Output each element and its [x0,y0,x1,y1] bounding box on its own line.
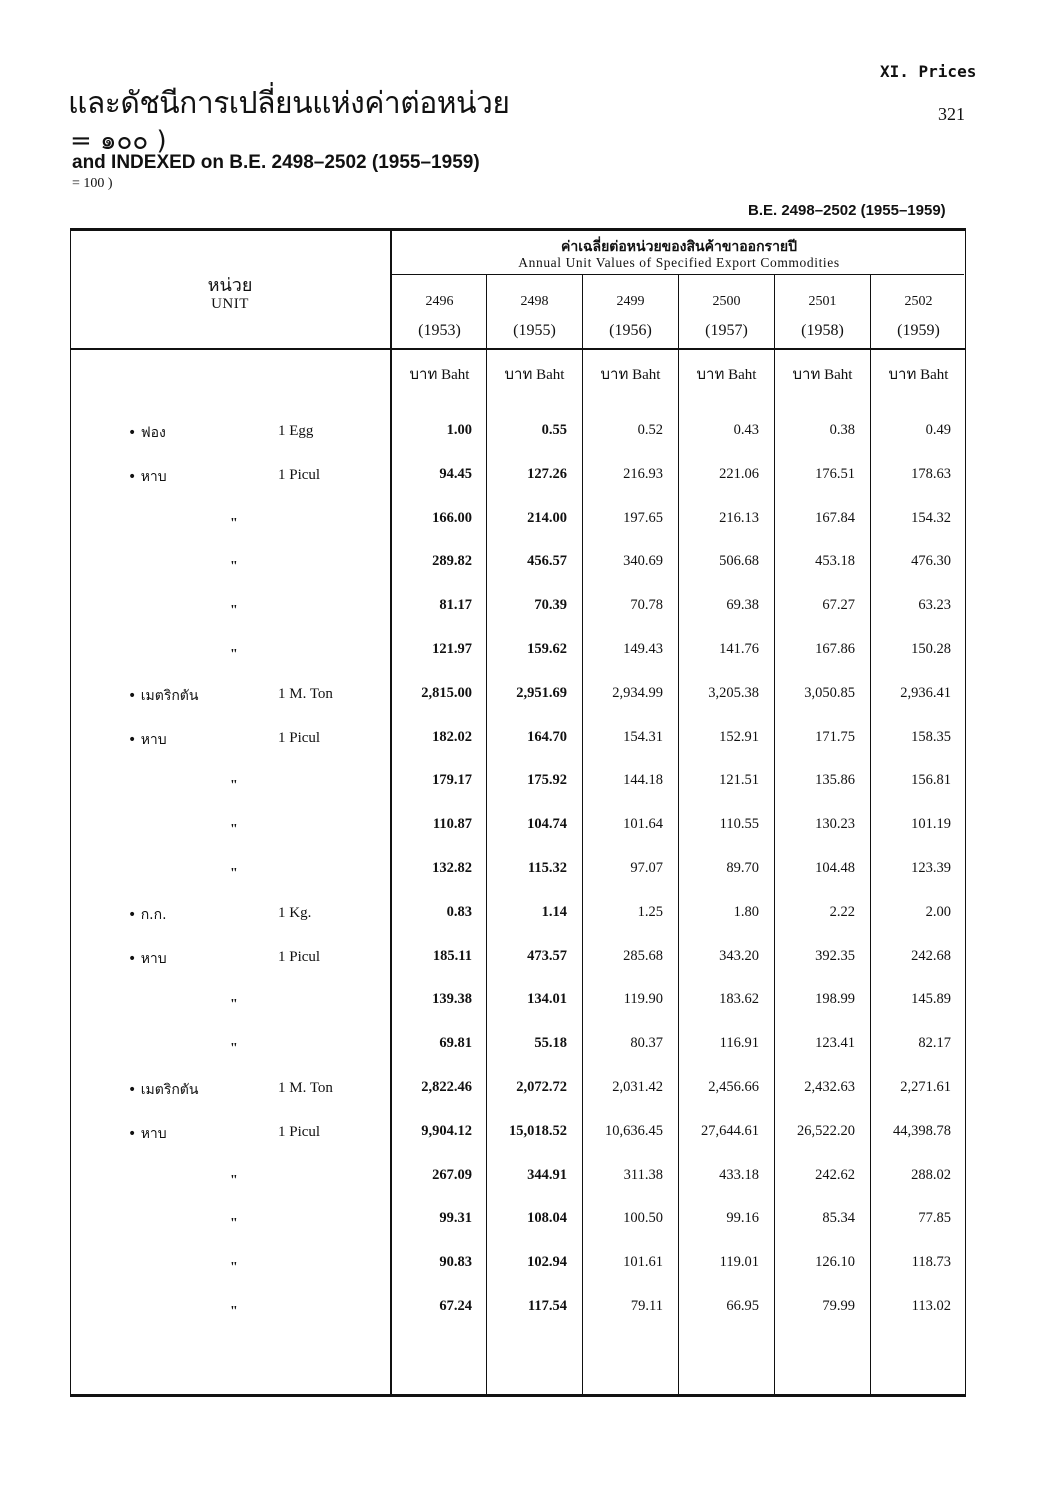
value-cell: 81.17 [439,597,472,613]
value-cell: 2,815.00 [421,685,472,701]
value-cell: 79.11 [630,1298,663,1314]
ditto-mark: " [230,1216,238,1231]
row-label: • เมตริกตัน [128,688,199,704]
unit-header-thai: หน่วย [207,275,253,296]
ditto-mark: " [230,778,238,793]
year-be-header: 2500 [712,294,741,309]
value-cell: 0.43 [733,422,759,438]
header-bottom-rule [70,348,966,350]
row-unit: 1 Picul [278,949,321,965]
value-cell: 2,031.42 [612,1079,663,1095]
currency-label: บาท Baht [696,367,757,383]
value-cell: 101.19 [911,816,951,832]
value-cell: 2,934.99 [612,685,663,701]
value-cell: 141.76 [719,641,759,657]
value-cell: 154.32 [911,510,951,526]
value-cell: 1.80 [733,904,759,920]
table-right-border [965,228,966,1396]
year-ce-header: (1955) [513,322,556,339]
value-cell: 121.51 [719,772,759,788]
value-cell: 167.86 [815,641,855,657]
value-cell: 123.41 [815,1035,855,1051]
value-cell: 63.23 [918,597,951,613]
value-cell: 0.38 [829,422,855,438]
value-cell: 117.54 [527,1298,567,1314]
value-cell: 26,522.20 [797,1123,855,1139]
group-header-english: Annual Unit Values of Specified Export Commodities [518,255,840,270]
value-cell: 171.75 [815,729,855,745]
year-be-header: 2496 [425,294,454,309]
column-divider [582,275,583,1396]
value-cell: 183.62 [719,991,759,1007]
value-cell: 2,936.41 [900,685,951,701]
value-cell: 94.45 [439,466,472,482]
value-cell: 242.68 [911,948,951,964]
ditto-mark: " [230,603,238,618]
unit-header-english: UNIT [211,296,249,312]
value-cell: 1.25 [637,904,663,920]
row-unit: 1 Picul [278,467,321,483]
value-cell: 101.61 [623,1254,663,1270]
value-cell: 198.99 [815,991,855,1007]
value-cell: 89.70 [726,860,759,876]
year-ce-header: (1958) [801,322,844,339]
value-cell: 185.11 [432,948,472,964]
year-be-header: 2499 [616,294,645,309]
value-cell: 10,636.45 [605,1123,663,1139]
value-cell: 2,951.69 [516,685,567,701]
value-cell: 178.63 [911,466,951,482]
year-ce-header: (1953) [418,322,461,339]
value-cell: 2,432.63 [804,1079,855,1095]
value-cell: 55.18 [534,1035,567,1051]
value-cell: 108.04 [527,1210,567,1226]
value-cell: 289.82 [432,553,472,569]
value-cell: 288.02 [911,1167,951,1183]
value-cell: 99.16 [726,1210,759,1226]
ditto-mark: " [230,1260,238,1275]
value-cell: 433.18 [719,1167,759,1183]
value-cell: 311.38 [623,1167,663,1183]
year-ce-header: (1956) [609,322,652,339]
value-cell: 134.01 [527,991,567,1007]
value-cell: 0.83 [446,904,472,920]
value-cell: 119.01 [719,1254,759,1270]
value-cell: 456.57 [527,553,567,569]
column-divider [870,275,871,1396]
column-divider [486,275,487,1396]
row-unit: 1 Egg [278,423,314,439]
value-cell: 113.02 [911,1298,951,1314]
ditto-mark: " [230,866,238,881]
value-cell: 104.74 [527,816,567,832]
value-cell: 126.10 [815,1254,855,1270]
row-unit: 1 Picul [278,730,321,746]
value-cell: 197.65 [623,510,663,526]
value-cell: 392.35 [815,948,855,964]
value-cell: 473.57 [527,948,567,964]
value-cell: 343.20 [719,948,759,964]
ditto-mark: " [230,1041,238,1056]
value-cell: 0.52 [637,422,663,438]
currency-label: บาท Baht [504,367,565,383]
value-cell: 156.81 [911,772,951,788]
row-label: • ฟอง [128,425,166,441]
value-cell: 101.64 [623,816,663,832]
value-cell: 102.94 [527,1254,567,1270]
value-cell: 27,644.61 [701,1123,759,1139]
row-label: • เมตริกตัน [128,1082,199,1098]
value-cell: 2,456.66 [708,1079,759,1095]
value-cell: 0.49 [925,422,951,438]
value-cell: 119.90 [623,991,663,1007]
ditto-mark: " [230,822,238,837]
row-unit: 1 Picul [278,1124,321,1140]
currency-label: บาท Baht [792,367,853,383]
value-cell: 167.84 [815,510,855,526]
page-number: 321 [938,104,965,124]
value-cell: 159.62 [527,641,567,657]
row-unit: 1 Kg. [278,905,312,921]
value-cell: 118.73 [911,1254,951,1270]
column-divider [678,275,679,1396]
value-cell: 340.69 [623,553,663,569]
value-cell: 121.97 [432,641,472,657]
year-ce-header: (1957) [705,322,748,339]
currency-label: บาท Baht [888,367,949,383]
row-label: • ก.ก. [128,907,167,923]
value-cell: 1.00 [446,422,472,438]
value-cell: 79.99 [822,1298,855,1314]
value-cell: 127.26 [527,466,567,482]
value-cell: 154.31 [623,729,663,745]
value-cell: 15,018.52 [509,1123,567,1139]
year-ce-header: (1959) [897,322,940,339]
value-cell: 216.93 [623,466,663,482]
value-cell: 0.55 [541,422,567,438]
period-label: B.E. 2498–2502 (1955–1959) [748,202,946,219]
value-cell: 166.00 [432,510,472,526]
value-cell: 100.50 [623,1210,663,1226]
group-header-thai: ค่าเฉลี่ยต่อหน่วยของสินค้าขาออกรายปี [560,239,798,255]
value-cell: 77.85 [918,1210,951,1226]
value-cell: 182.02 [432,729,472,745]
year-be-header: 2501 [808,294,837,309]
value-cell: 150.28 [911,641,951,657]
row-label: • หาบ [128,1126,167,1142]
ditto-mark: " [230,647,238,662]
title-english: and INDEXED on B.E. 2498–2502 (1955–1959) [72,152,480,173]
value-cell: 69.81 [439,1035,472,1051]
ditto-mark: " [230,1173,238,1188]
value-cell: 267.09 [432,1167,472,1183]
value-cell: 144.18 [623,772,663,788]
value-cell: 2,072.72 [516,1079,567,1095]
value-cell: 285.68 [623,948,663,964]
value-cell: 149.43 [623,641,663,657]
row-unit: 1 M. Ton [278,686,333,702]
currency-label: บาท Baht [409,367,470,383]
value-cell: 152.91 [719,729,759,745]
value-cell: 97.07 [630,860,663,876]
ditto-mark: " [230,559,238,574]
value-cell: 80.37 [630,1035,663,1051]
value-cell: 2,822.46 [421,1079,472,1095]
value-cell: 104.48 [815,860,855,876]
row-label: • หาบ [128,951,167,967]
ditto-mark: " [230,516,238,531]
value-cell: 164.70 [527,729,567,745]
value-cell: 66.95 [726,1298,759,1314]
row-label: • หาบ [128,469,167,485]
table-bottom-rule [70,1394,966,1397]
value-cell: 70.78 [630,597,663,613]
value-cell: 214.00 [527,510,567,526]
value-cell: 9,904.12 [421,1123,472,1139]
value-cell: 1.14 [541,904,567,920]
value-cell: 132.82 [432,860,472,876]
row-unit: 1 M. Ton [278,1080,333,1096]
table-top-rule [70,228,966,231]
value-cell: 115.32 [527,860,567,876]
value-cell: 145.89 [911,991,951,1007]
value-cell: 221.06 [719,466,759,482]
value-cell: 476.30 [911,553,951,569]
column-divider [774,275,775,1396]
year-be-header: 2498 [520,294,549,309]
title-english-index: = 100 ) [72,176,113,191]
value-cell: 90.83 [439,1254,472,1270]
value-cell: 130.23 [815,816,855,832]
value-cell: 135.86 [815,772,855,788]
value-cell: 85.34 [822,1210,855,1226]
value-cell: 216.13 [719,510,759,526]
row-label: • หาบ [128,732,167,748]
title-thai: และดัชนีการเปลี่ยนแห่งค่าต่อหน่วย [68,86,510,121]
title-thai-index: = ๑๐๐ ) [70,126,167,156]
value-cell: 67.24 [439,1298,472,1314]
currency-label: บาท Baht [600,367,661,383]
value-cell: 139.38 [432,991,472,1007]
ditto-mark: " [230,997,238,1012]
table-left-border [70,228,71,1396]
ditto-mark: " [230,1304,238,1319]
value-cell: 242.62 [815,1167,855,1183]
value-cell: 2,271.61 [900,1079,951,1095]
value-cell: 179.17 [432,772,472,788]
section-label: XI. Prices [880,62,977,81]
value-cell: 2.22 [829,904,855,920]
value-cell: 175.92 [527,772,567,788]
value-cell: 67.27 [822,597,855,613]
value-cell: 110.55 [719,816,759,832]
value-cell: 158.35 [911,729,951,745]
year-be-header: 2502 [904,294,933,309]
value-cell: 116.91 [719,1035,759,1051]
value-cell: 453.18 [815,553,855,569]
value-cell: 82.17 [918,1035,951,1051]
value-cell: 344.91 [527,1167,567,1183]
value-cell: 506.68 [719,553,759,569]
value-cell: 3,050.85 [804,685,855,701]
value-cell: 123.39 [911,860,951,876]
value-cell: 99.31 [439,1210,472,1226]
value-cell: 3,205.38 [708,685,759,701]
value-cell: 110.87 [432,816,472,832]
value-cell: 70.39 [534,597,567,613]
value-cell: 44,398.78 [893,1123,951,1139]
value-cell: 176.51 [815,466,855,482]
value-cell: 2.00 [925,904,951,920]
value-cell: 69.38 [726,597,759,613]
